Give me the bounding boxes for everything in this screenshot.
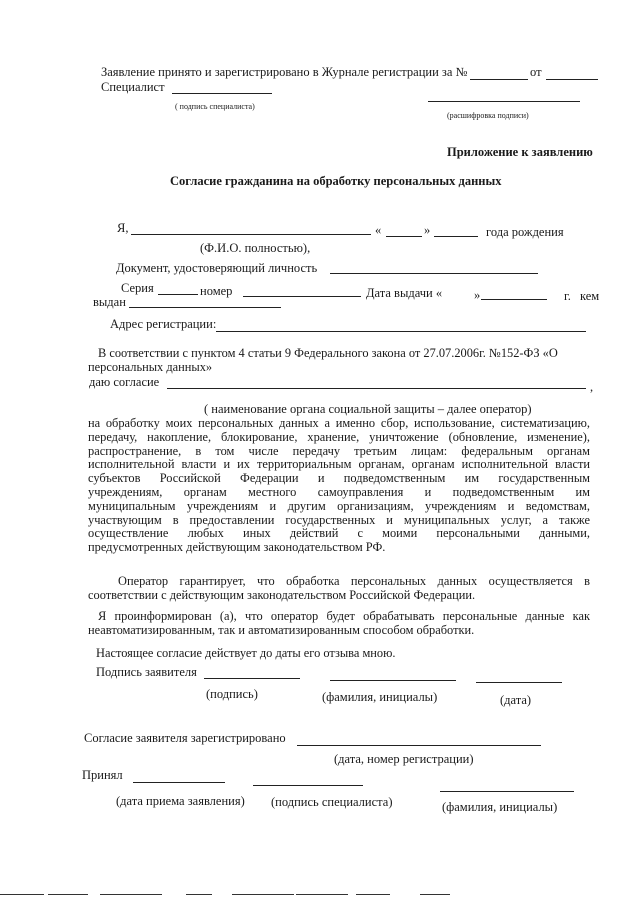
specialist-name-field[interactable] [428, 101, 580, 102]
issue-date-close: » [474, 288, 481, 302]
applicant-sign-caption: (подпись) [206, 687, 258, 701]
applicant-date-caption: (дата) [500, 693, 532, 707]
specialist-signature-field[interactable] [172, 93, 272, 94]
issued-by-field[interactable] [129, 307, 281, 308]
specialist-decode-caption: (расшифровка подписи) [447, 111, 529, 120]
document-label: Документ, удостоверяющий личность [116, 261, 318, 275]
birth-year-label: года рождения [486, 225, 564, 239]
processing-line: распространение, в том числе передачу третьим лицам: федеральным органам [88, 443, 590, 458]
number-label: номер [200, 284, 233, 298]
birth-day-field[interactable] [386, 236, 422, 237]
processing-line: субъектов Российской Федерации и подведомственным им государственным [88, 471, 590, 486]
consent-label: даю согласие [89, 375, 160, 389]
processing-line: учреждениям, органам местного самоуправления и подведомственным им [88, 484, 590, 499]
operator-line: Оператор гарантирует, что обработка персональных данных осуществляется в [118, 574, 590, 588]
processing-paragraph [88, 417, 590, 555]
scan-edge-line [232, 894, 294, 895]
birth-month-field[interactable] [434, 236, 478, 237]
registered-label: Согласие заявителя зарегистрировано [84, 731, 286, 745]
validity-text: Настоящее согласие действует до даты его отзыва мною. [96, 646, 396, 660]
issue-date-label: Дата выдачи « [366, 286, 443, 300]
processing-line: исполнительной власти и их территориальным органам, органам исполнительной власти [88, 457, 590, 472]
issue-date-field[interactable] [481, 299, 547, 300]
acceptance-signature-field[interactable] [253, 785, 363, 786]
scan-edge-line [0, 894, 44, 895]
address-label: Адрес регистрации: [110, 317, 217, 331]
number-field[interactable] [243, 296, 361, 297]
processing-line: на обработку моих персональных данных а именно сбор, использование, систематизацию, [88, 416, 590, 430]
issued-label: выдан [93, 295, 126, 309]
processing-line: предусмотренных действующим законодательством РФ. [88, 540, 386, 555]
processing-line: муниципальным учреждениям и другим организациям, учреждениям и ведомствам, [88, 498, 590, 513]
consent-comma: , [590, 380, 594, 394]
specialist-label: Специалист [101, 80, 165, 94]
acceptance-name-caption: (фамилия, инициалы) [442, 800, 558, 814]
operator-name-field[interactable] [167, 388, 586, 389]
applicant-date-field[interactable] [476, 682, 562, 683]
journal-number-field[interactable] [470, 79, 528, 80]
registration-statement: Заявление принято и зарегистрировано в Журнале регистрации за № [101, 65, 468, 79]
processing-line: участвующим в предоставлении государственных и муниципальных услуг, а также [88, 512, 590, 527]
appendix-label: Приложение к заявлению [447, 145, 593, 159]
scan-edge-line [420, 894, 450, 895]
series-label: Серия [121, 281, 154, 295]
fio-caption: (Ф.И.О. полностью), [200, 241, 311, 255]
scan-edge-line [356, 894, 390, 895]
applicant-name-field[interactable] [330, 680, 456, 681]
issued-year-label: г. [564, 289, 571, 303]
operator-caption: ( наименование органа социальной защиты – далее оператор) [204, 402, 532, 416]
issued-by-word: кем [580, 289, 600, 303]
registration-date-field[interactable] [546, 79, 598, 80]
operator-paragraph [88, 575, 590, 603]
scan-edge-line [296, 894, 348, 895]
law-reference-line2: персональных данных» [88, 360, 213, 374]
acceptance-name-field[interactable] [440, 791, 574, 792]
i-label: Я, [117, 221, 129, 235]
scan-edge-line [100, 894, 162, 895]
operator-line: соответствии с действующим законодательством Российской Федерации. [88, 587, 476, 602]
informed-line: Я проинформирован (а), что оператор будет обрабатывать персональные данные как [98, 609, 590, 623]
specialist-sign-caption: ( подпись специалиста) [175, 102, 255, 111]
scan-edge-line [186, 894, 212, 895]
document-field[interactable] [330, 273, 538, 274]
page-title: Согласие гражданина на обработку персональных данных [170, 174, 502, 188]
processing-line: осуществление любых иных действий с моими персональными данными, [88, 526, 590, 541]
scan-edge-line [48, 894, 88, 895]
series-field[interactable] [158, 294, 198, 295]
registration-from-label: от [530, 65, 542, 79]
birth-quote-open: « [375, 223, 382, 237]
address-field[interactable] [216, 331, 586, 332]
informed-paragraph [88, 610, 590, 638]
applicant-name-caption: (фамилия, инициалы) [322, 690, 438, 704]
processing-line: передачу, накопление, блокирование, хранение, уничтожение (обновление, изменение), [88, 429, 590, 444]
applicant-signature-label: Подпись заявителя [96, 665, 197, 679]
full-name-field[interactable] [131, 234, 371, 235]
registration-field[interactable] [297, 745, 541, 746]
registration-caption: (дата, номер регистрации) [334, 752, 474, 766]
applicant-signature-field[interactable] [204, 678, 300, 679]
birth-quote-close: » [424, 223, 431, 237]
acceptance-sign-caption: (подпись специалиста) [271, 795, 393, 809]
acceptance-date-field[interactable] [133, 782, 225, 783]
informed-line: неавтоматизированным, так и автоматизированным способом обработки. [88, 622, 475, 637]
law-reference-line1: В соответствии с пунктом 4 статьи 9 Федерального закона от 27.07.2006г. №152-ФЗ «О [98, 346, 558, 360]
accepted-label: Принял [82, 768, 123, 782]
acceptance-date-caption: (дата приема заявления) [116, 794, 245, 808]
